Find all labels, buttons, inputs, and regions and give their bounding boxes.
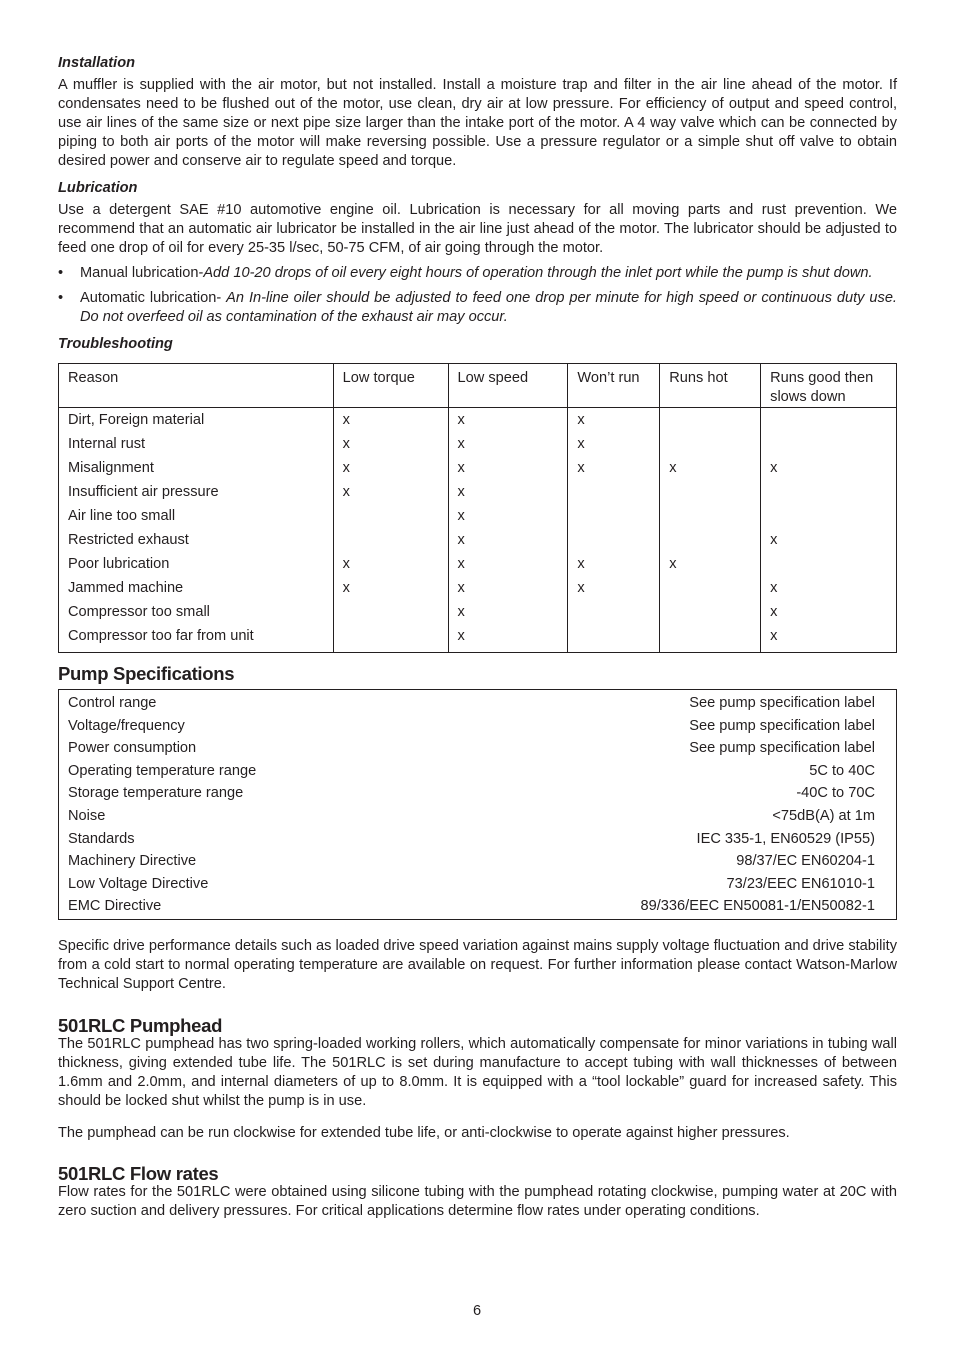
troubleshooting-section (58, 335, 897, 653)
table-row (59, 576, 897, 600)
table-row (59, 895, 897, 919)
cell (660, 576, 761, 600)
spec-value: 5C to 40C (809, 762, 875, 779)
table-row (59, 850, 897, 873)
cell: x (448, 528, 568, 552)
cell: x (333, 480, 448, 504)
cell: x (568, 408, 660, 433)
cell (568, 528, 660, 552)
spec-value: See pump specification label (689, 717, 875, 734)
cell (761, 432, 897, 456)
cell: x (761, 576, 897, 600)
cell: x (568, 456, 660, 480)
cell (333, 600, 448, 624)
cell: x (660, 456, 761, 480)
spec-label: Power consumption (68, 740, 197, 757)
table-row (59, 624, 897, 653)
table-row (59, 760, 897, 783)
cell: x (448, 480, 568, 504)
table-row (59, 690, 897, 715)
col-header-low-speed: Low speed (448, 364, 568, 408)
flow-rates-text: Flow rates for the 501RLC were obtained using silicone tubing with the pumphead rotating clockwise, pumping water at 20C with zero suction and delivery pressures. For critical applications determine flow rates under operating conditions. (58, 1183, 897, 1219)
table-row (59, 715, 897, 738)
bullet-text: Add 10-20 drops of oil every eight hours of operation through the inlet port while the pump is shut down. (203, 265, 873, 281)
col-header-runs-hot: Runs hot (660, 364, 761, 408)
cell: x (761, 624, 897, 653)
cell: Air line too small (59, 504, 334, 528)
flow-rates-section (58, 1164, 897, 1221)
table-row (59, 737, 897, 760)
spec-value: 73/23/EEC EN61010-1 (726, 875, 875, 892)
cell: x (761, 600, 897, 624)
spec-label: EMC Directive (68, 898, 162, 915)
cell: x (448, 552, 568, 576)
spec-label: Control range (68, 695, 157, 711)
cell: x (568, 432, 660, 456)
lubrication-text: Use a detergent SAE #10 automotive engine oil. Lubrication is necessary for all moving parts and rust prevention. We recommend that an automatic air lubricator be installed in the air line just ahead of the motor. The lubricator should be adjusted to feed one drop of oil for every 25-35 l/sec, 50-75 CFM, of air going through the motor. (58, 202, 897, 256)
cell: Compressor too small (59, 600, 334, 624)
bullet-icon: • (58, 265, 64, 281)
table-row (59, 480, 897, 504)
cell (568, 624, 660, 653)
table-row (59, 408, 897, 433)
spec-label: Storage temperature range (68, 785, 244, 802)
cell (660, 504, 761, 528)
installation-section (58, 54, 897, 171)
lubrication-section (58, 179, 897, 327)
cell (761, 480, 897, 504)
cell (568, 480, 660, 504)
pumphead-heading: 501RLC Pumphead (58, 1014, 223, 1036)
spec-value: See pump specification label (689, 695, 875, 711)
spec-value: 98/37/EC EN60204-1 (736, 853, 875, 870)
list-item (58, 289, 897, 327)
cell: Dirt, Foreign material (59, 408, 334, 433)
col-header-reason: Reason (59, 364, 334, 408)
col-header-wont-run: Won’t run (568, 364, 660, 408)
cell (660, 528, 761, 552)
cell (761, 408, 897, 433)
spec-value: IEC 335-1, EN60529 (IP55) (696, 830, 875, 847)
cell: x (568, 552, 660, 576)
spec-label: Operating temperature range (68, 762, 257, 779)
cell: x (333, 552, 448, 576)
pump-specifications-heading: Pump Specifications (58, 663, 235, 684)
pump-specifications-table (58, 689, 897, 920)
table-header-row (59, 364, 897, 408)
table-row (59, 828, 897, 851)
cell (568, 600, 660, 624)
cell: x (333, 408, 448, 433)
cell (660, 432, 761, 456)
cell (333, 504, 448, 528)
spec-label: Standards (68, 830, 135, 847)
table-row (59, 552, 897, 576)
lubrication-heading: Lubrication (58, 180, 138, 196)
spec-label: Machinery Directive (68, 853, 197, 870)
cell: x (448, 432, 568, 456)
cell: Restricted exhaust (59, 528, 334, 552)
troubleshooting-table (58, 363, 897, 653)
cell: x (761, 528, 897, 552)
cell: x (448, 456, 568, 480)
spec-label: Voltage/frequency (68, 717, 185, 734)
table-row (59, 528, 897, 552)
pumphead-text-1: The 501RLC pumphead has two spring-loaded working rollers, which automatically compensate for minor variations in tubing wall thickness, giving extended tube life. The 501RLC is set during manufacture to accept tubing with wall thicknesses of between 1.6mm and 2.0mm, and internal diameters of up to 8.0mm. It is equipped with a “tool lockable” guard for increased safety. This should be locked shut whilst the pump is in use. (58, 1035, 897, 1109)
cell (660, 600, 761, 624)
table-row (59, 873, 897, 896)
cell (660, 480, 761, 504)
cell (333, 528, 448, 552)
table-row (59, 782, 897, 805)
spec-label: Noise (68, 807, 106, 824)
spec-value: See pump specification label (689, 740, 875, 757)
cell: x (333, 432, 448, 456)
table-row (59, 432, 897, 456)
cell (660, 624, 761, 653)
cell: x (568, 576, 660, 600)
list-item (58, 264, 897, 283)
spec-value: <75dB(A) at 1m (772, 807, 875, 824)
cell: x (333, 576, 448, 600)
cell: x (448, 504, 568, 528)
col-header-low-torque: Low torque (333, 364, 448, 408)
installation-heading: Installation (58, 55, 136, 71)
lubrication-list (58, 264, 897, 327)
cell (761, 504, 897, 528)
cell (333, 624, 448, 653)
cell (660, 408, 761, 433)
pumphead-section (58, 1016, 897, 1143)
cell (568, 504, 660, 528)
col-header-runs-good-then-slows: Runs good then slows down (761, 364, 897, 408)
table-row (59, 456, 897, 480)
bullet-icon: • (58, 290, 64, 306)
cell: x (761, 456, 897, 480)
spec-value: 89/336/EEC EN50081-1/EN50082-1 (640, 898, 875, 915)
flow-rates-heading: 501RLC Flow rates (58, 1162, 219, 1184)
pumphead-text-2: The pumphead can be run clockwise for extended tube life, or anti-clockwise to operate against higher pressures. (58, 1124, 790, 1141)
cell: x (333, 456, 448, 480)
cell: x (448, 600, 568, 624)
cell: Internal rust (59, 432, 334, 456)
bullet-label: Manual lubrication- (80, 265, 204, 281)
cell: Poor lubrication (59, 552, 334, 576)
spec-label: Low Voltage Directive (68, 875, 209, 892)
cell: Compressor too far from unit (59, 624, 334, 653)
cell: Insufficient air pressure (59, 480, 334, 504)
spec-value: -40C to 70C (796, 785, 875, 802)
bullet-text: An In-line oiler should be adjusted to feed one drop per minute for high speed or continuous duty use. Do not overfeed oil as contamination of the exhaust air may occur. (80, 290, 897, 325)
cell: Misalignment (59, 456, 334, 480)
cell (761, 552, 897, 576)
cell: x (448, 576, 568, 600)
pump-specifications-note: Specific drive performance details such as loaded drive speed variation against mains supply voltage fluctuation and drive stability from a cold start to normal operating temperature are available on request. For further information please contact Watson-Marlow Technical Support Centre. (58, 937, 897, 992)
bullet-label: Automatic lubrication- (80, 290, 227, 306)
installation-text: A muffler is supplied with the air motor, but not installed. Install a moisture trap and filter in the air line ahead of the motor. If condensates need to be flushed out of the motor, use clean, dry air at low pressure. For efficiency of output and speed control, use air lines of the same size or next pipe size larger than the intake port of the motor. A 4 way valve which can be connected by piping to both air ports of the motor will make reversing possible. Use a pressure regulator or a simple shut off valve to obtain desired power and conserve air to regulate speed and torque. (58, 77, 897, 169)
troubleshooting-heading: Troubleshooting (58, 336, 173, 352)
pump-specifications-section (58, 664, 897, 994)
cell: Jammed machine (59, 576, 334, 600)
table-row (59, 504, 897, 528)
table-row (59, 805, 897, 828)
document-page (58, 54, 897, 1221)
cell: x (660, 552, 761, 576)
table-row (59, 600, 897, 624)
page-number: 6 (472, 1303, 482, 1319)
cell: x (448, 408, 568, 433)
cell: x (448, 624, 568, 653)
